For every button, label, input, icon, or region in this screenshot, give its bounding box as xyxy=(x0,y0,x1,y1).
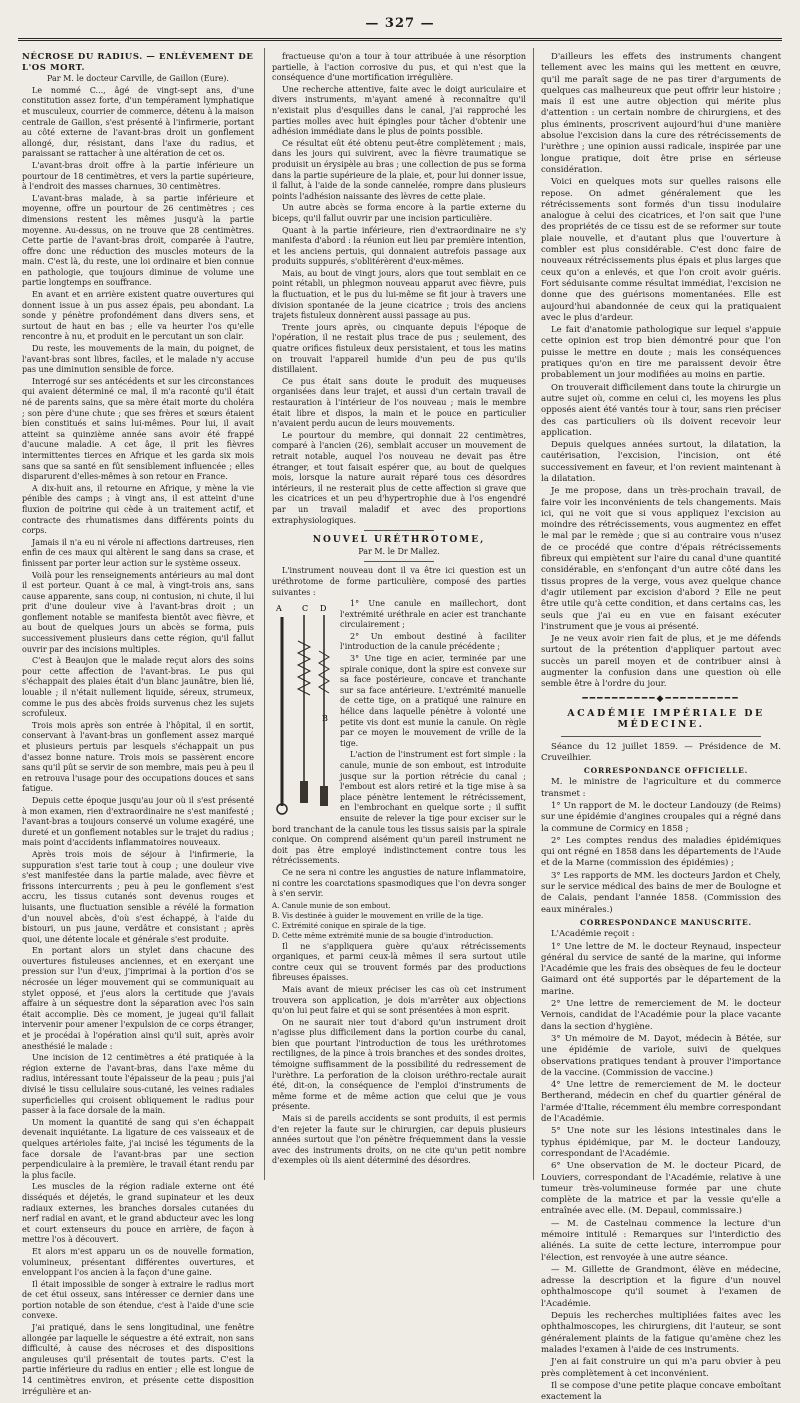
paragraph: Trente jours après, ou cinquante depuis l'époque de l'opération, il ne restait plus trace de pus ; seulement, des quatre orifices fistuleux deux persistaient, et tous les matins on trouvait l'appareil humide d'un peu de pus qu'ils distillaient. xyxy=(272,322,526,375)
paragraph: Mais avant de mieux préciser les cas où cet instrument trouvera son application, je dois m'arrêter aux objections qu'on lui peut faire et qui se sont présentées à mon esprit. xyxy=(272,984,526,1016)
paragraph: Interrogé sur ses antécédents et sur les circonstances qui avaient déterminé ce mal, il m'a raconté qu'il était né de parents sains, que sa mère était morte du choléra ; son père d'une chute ; que ses frères et sœurs étaient bien constitués et sains lui-mêmes. Pour lui, il avait atteint sa quinzième année sans avoir été frappé d'aucune maladie. A cet âge, il prit les fièvres intermittentes tierces en Afrique et les garda six mois sans que sa santé en fût sensiblement influencée ; elles disparurent d'elles-mêmes à son retour en France. xyxy=(22,376,254,482)
column-1 xyxy=(22,52,254,1396)
article-body-necrose xyxy=(22,86,254,1397)
list-item: 6° Une observation de M. le docteur Picard, de Louviers, correspondant de l'Académie, relative à une tumeur très-volumineuse formée par une chute complète de la matrice et par la vessie qu'elle a entraînée avec elle. (M. Depaul, commissaire.) xyxy=(541,1161,781,1217)
column-separator-2 xyxy=(533,48,534,1180)
academie-rule xyxy=(561,736,761,737)
heading-correspondance-manuscrite: CORRESPONDANCE MANUSCRITE. xyxy=(580,917,752,927)
paragraph: L'action de l'instrument est fort simple : la canule, munie de son embout, est introduite jusque sur la portion rétrécie du canal ; l'embout est alors retiré et la tige mise à sa place pénètre lentement le rétrécissement, en l'embrochant en quelque sorte ; il suffit ensuite de relever la tige pour exciser sur le bord tranchant de la canule tous les tissus saisis par la spirale conique. On comprend aisément qu'un pareil instrument ne doit pas être employé indistinctement contre tous les rétrécissements. xyxy=(272,750,526,866)
paragraph: Les muscles de la région radiale externe ont été disséqués et déjetés, le grand supinateur et les deux radiaux externes, les branches dorsales cutanées du nerf radial en avant, et le grand abducteur avec les long et court extenseurs du pouce en arrière, de façon à mettre l'os à découvert. xyxy=(22,1182,254,1245)
paragraph: En avant et en arrière existent quatre ouvertures qui donnent issue à un pus assez épais, peu abondant. La sonde y pénètre profondément dans divers sens, et surtout de haut en bas ; elle va heurter l'os qu'elle rencontre à nu, et produit en le percutant un son clair. xyxy=(22,290,254,342)
paragraph: Ce résultat eût été obtenu peut-être complètement ; mais, dans les jours qui suivirent, avec la fièvre traumatique se produisit un érysipèle au bras ; une collection de pus se forma dans la partie supérieure de la plaie, et, pour lui donner issue, il fallut, à l'aide de la sonde cannelée, rompre dans plusieurs points l'adhésion naissante des lèvres de cette plaie. xyxy=(272,138,526,201)
figure-legend xyxy=(272,901,526,941)
paragraph: Quant à la partie inférieure, rien d'extraordinaire ne s'y manifesta d'abord : la réunion eut lieu par première intention, et les anciens pertuis, qui donnaient autrefois passage aux produits suppurés, s'oblitérèrent d'eux-mêmes. xyxy=(272,225,526,267)
list-item: 1° Une canule en maillechort, dont l'extrémité uréthrale en acier est tranchante circulairement ; xyxy=(340,599,526,630)
figure-label-b: B xyxy=(322,714,328,724)
instrument-c-spiral xyxy=(298,615,310,803)
urethrotome-intro: L'instrument nouveau dont il va être ici question est un uréthrotome de forme particulière, composé des parties suivantes : xyxy=(272,566,526,597)
paragraph: Du reste, les mouvements de la main, du poignet, de l'avant-bras sont libres, faciles, et le malade n'y accuse pas une diminution sensible de force. xyxy=(22,344,254,375)
instrument-a-canula xyxy=(277,617,287,814)
paragraph: Depuis cette époque jusqu'au jour où il s'est présenté à mon examen, rien d'extraordinaire ne s'est manifesté ; l'avant-bras a toujours conservé un volume exagéré, une dureté et un gonflement notables sur le trajet du radius ; mais point d'accidents inflammatoires nouveaux. xyxy=(22,795,254,848)
paragraph: Le fait d'anatomie pathologique sur lequel s'appuie cette opinion est trop bien démontré pour que l'on puisse le mettre en doute ; mais les conséquences pratiques qu'on en tire me paraissent devoir être probablement un jour modifiées au moins en partie. xyxy=(541,325,781,381)
section-divider xyxy=(364,530,434,531)
paragraph: A dix-huit ans, il retourne en Afrique, y mène la vie pénible des camps ; à vingt ans, il est atteint d'une fluxion de poitrine qui cède à un traitement actif, et contracte des rhumatismes dans différents points du corps. xyxy=(22,483,254,536)
urethrotome-discussion xyxy=(272,942,526,1167)
list-item: 2° Une lettre de remerciement de M. le docteur Vernois, candidat de l'Académie pour la place vacante dans la section d'hygiène. xyxy=(541,999,781,1032)
ornamental-divider: ━━━━━━━━━━◆━━━━━━━━━━ xyxy=(582,693,740,704)
paragraph: Après trois mois de séjour à l'infirmerie, la suppuration s'est tarie tout à coup ; une douleur vive s'est manifestée dans la partie malade, avec fièvre et frissons intercurrents ; peu à peu le gonflement s'est accru, les tissus cutanés sont devenus rouges et luisants, une fluctuation sensible a révélé la formation d'un nouvel abcès, d'où s'est échappé, à l'aide du bistouri, un pus jaune, verdâtre et consistant ; après quoi, une détente locale et générale s'est produite. xyxy=(22,849,254,944)
seance-line: Séance du 12 juillet 1859. — Présidence de M. Cruveilhier. xyxy=(541,741,781,763)
article-title-urethrotome: NOUVEL URÉTHROTOME, xyxy=(312,535,486,546)
paragraph: Jamais il n'a eu ni vérole ni affections dartreuses, rien enfin de ces maux qui altèrent le sang dans sa crase, et finissent par porter leur action sur le système osseux. xyxy=(22,537,254,568)
page-header xyxy=(0,0,800,44)
paragraph: Et alors m'est apparu un os de nouvelle formation, volumineux, présentant différentes ouvertures, et enveloppant l'os ancien à la façon d'une gaine. xyxy=(22,1246,254,1278)
paragraph: Ce ne sera ni contre les angusties de nature inflammatoire, ni contre les coarctations spasmodiques que l'on devra songer à s'en servir. xyxy=(272,867,526,899)
paragraph: L'avant-bras malade, à sa partie inférieure et moyenne, offre un pourtour de 26 centimètres ; ces dimensions restent les mêmes jusqu'à la partie moyenne. Au-dessus, on ne trouve que 28 centimètres. Cette partie de l'avant-bras droit, comparée à l'autre, offre donc une réduction des muscles moteurs de la main. C'est là, du reste, une loi ordinaire et bien connue en pathologie, que toujours diminue de volume une partie longtemps en souffrance. xyxy=(22,193,254,288)
list-item: — M. Gillette de Grandmont, élève en médecine, adresse la description et la figure d'un nouvel ophthalmoscope qu'il soumet à l'examen de l'Académie. xyxy=(541,1264,781,1309)
list-item: 1° Une lettre de M. le docteur Reynaud, inspecteur général du service de santé de la marine, qui informe l'Académie que les frais des obsèques de feu le docteur Gaimard ont été supportés par le département de la marine. xyxy=(541,941,781,997)
paragraph: D'ailleurs les effets des instruments changent tellement avec les mains qui les mettent en œuvre, qu'il me paraît sage de ne pas tirer d'arguments de quelques cas malheureux que peut offrir leur histoire ; mais il est une autre objection qui mérite plus d'attention : un certain nombre de chirurgiens, et des plus éminents, proscrivent aujourd'hui d'une manière absolue l'excision dans la cure des rétrécissements de l'urèthre ; une opinion aussi radicale, inspirée par une longue pratique, doit être prise en sérieuse considération. xyxy=(541,52,781,175)
list-item: 2° Un embout destiné à faciliter l'introduction de la canule précédente ; xyxy=(340,631,526,652)
paragraph: Une recherche attentive, faite avec le doigt auriculaire et divers instruments, m'ayant amené à reconnaître qu'il n'existait plus d'esquilles dans le canal, j'ai rapproché les parties molles avec huit épingles pour tâcher d'obtenir une adhésion immédiate dans le plus de points possible. xyxy=(272,84,526,137)
paragraph: J'ai pratiqué, dans le sens longitudinal, une fenêtre allongée par laquelle le séquestre a été extrait, non sans difficulté, à cause des nécroses et des dispositions anguleuses qu'il présentait de toutes parts. C'est la partie inférieure du radius en entier ; elle est longue de 14 centimètres environ, et présente cette disposition irrégulière et an- xyxy=(22,1323,254,1396)
byline-divider xyxy=(364,561,434,562)
figure-label-d: D xyxy=(320,604,327,614)
paragraph: Je me propose, dans un très-prochain travail, de faire voir les inconvénients de tels changements. Mais ici, qui ne voit que si vous appliquez l'excision au moindre des rétrécissements, vous augmentez en effet le mal par le remède ; que si au contraire vous n'usez de ce procédé que contre d'épais rétrécissements fibreux qui empiètent sur l'aire du canal d'une quantité considérable, en s'enfonçant d'un autre côté dans les tissus propres de la verge, vous avez quelque chance d'agir utilement par excision d'abord ? Elle ne peut être utile qu'à cette condition, et dans certains cas, les seuls que j'ai eu en vue en faisant exécuter l'instrument que je vous ai présenté. xyxy=(541,486,781,632)
list-item: 1° Un rapport de M. le docteur Landouzy (de Reims) sur une épidémie d'angines croupales qui a régné dans la commune de Cormicy en 1858 ; xyxy=(541,801,781,834)
paragraph: Un autre abcès se forma encore à la partie externe du biceps, qu'il fallut ouvrir par une incision particulière. xyxy=(272,203,526,223)
legend-item: B. Vis destinée à guider le mouvement en vrille de la tige. xyxy=(272,910,484,920)
list-item: M. le ministre de l'agriculture et du commerce transmet : xyxy=(541,777,781,799)
header-rule xyxy=(18,38,782,41)
column-2 xyxy=(272,52,526,1180)
list-item: Depuis les recherches multipliées faites avec les ophthalmoscopes, les chirurgiens, dit l'auteur, se sont généralement plaints de la fatigue qu'amène chez les malades l'examen à l'aide de ces instruments. xyxy=(541,1311,781,1355)
paragraph: Depuis quelques années surtout, la dilatation, la cautérisation, l'excision, l'incision, ont été successivement en faveur, et l'on revient maintenant à la dilatation. xyxy=(541,440,781,484)
figure-label-a: A xyxy=(276,604,282,614)
academie-title: ACADÉMIE IMPÉRIALE DE MÉDECINE. xyxy=(567,707,765,731)
list-item: 3° Un mémoire de M. Dayot, médecin à Bétée, sur une épidémie de variole, suivi de quelques observations pratiques tendant à prouver l'importance de la vaccine. (Commission de vaccine.) xyxy=(541,1033,781,1078)
paragraph: Une incision de 12 centimètres a été pratiquée à la région externe de l'avant-bras, dans l'axe même du radius, intéressant toute l'épaisseur de la peau ; puis j'ai divisé le tissu cellulaire sous-cutané, les veines radiales superficielles qui croisent obliquement le radius pour passer à la face dorsale de la main. xyxy=(22,1053,254,1116)
paragraph: Voilà pour les renseignements antérieurs au mal dont il est porteur. Quant à ce mal, à vingt-trois ans, sans cause apparente, sans coup, ni contusion, ni chute, il lui prit d'une douleur vive à l'avant-bras droit ; un gonflement notable se manifesta bientôt avec fièvre, et au bout de quelques jours un abcès se forma, puis successivement plusieurs dans cette région, qu'il fallut ouvrir par des incisions multiples. xyxy=(22,570,254,654)
urethrotome-discussion-continued xyxy=(541,52,781,691)
list-item: L'Académie reçoit : xyxy=(551,929,635,940)
legend-item: A. Canule munie de son embout. xyxy=(272,900,391,910)
list-item: Il se compose d'une petite plaque concave emboîtant exactement la xyxy=(541,1380,781,1403)
instrument-d-bougie xyxy=(319,615,329,806)
article-title-necrose: NÉCROSE DU RADIUS. — ENLÈVEMENT DE L'OS MORT. xyxy=(22,52,254,73)
paragraph: On ne saurait nier tout d'abord qu'un instrument droit n'agisse plus difficilement dans la portion courbe du canal, bien que pourtant l'introduction de tous les uréthrotomes rectilignes, de la pince à trois branches et des sondes droites, témoigne suffisamment de la possibilité du redressement de l'urèthre. La perforation de la cloison uréthro-rectale aurait été, dit-on, la conséquence de l'emploi d'instruments de même forme et de même action que celui que je vous présente. xyxy=(272,1017,526,1112)
column-3 xyxy=(541,52,781,1403)
paragraph: Ce pus était sans doute le produit des muqueuses organisées dans leur trajet, et aussi d'un certain travail de restauration à l'intérieur de l'os nouveau ; mais le membre était libre et dispos, la main et le pouce en particulier n'avaient perdu aucun de leurs mouvements. xyxy=(272,376,526,429)
page-number: — 327 — xyxy=(365,16,435,31)
paragraph: Mais si de pareils accidents se sont produits, il est permis d'en rejeter la faute sur le chirurgien, car depuis plusieurs années surtout que l'on pénètre fréquemment dans la vessie avec des instruments droits, on ne cite qu'un petit nombre d'exemples où ils aient déterminé des désordres. xyxy=(272,1114,526,1166)
heading-correspondance-officielle: CORRESPONDANCE OFFICIELLE. xyxy=(583,766,749,776)
paragraph: Le nommé C..., âgé de vingt-sept ans, d'une constitution assez forte, d'un tempérament lymphatique et musculeux, courrier de commerce, détenu à la maison centrale de Gaillon, s'est présenté à l'infirmerie, portant au côté externe de l'avant-bras droit un gonflement allongé, dur, résistant, dans l'axe du radius, et paraissant se rattacher à une altération de cet os. xyxy=(22,85,254,159)
paragraph: Il était impossible de songer à extraire le radius mort de cet étui osseux, sans intéresser ce dernier dans une portion notable de son étendue, c'est à l'aide d'une scie convexe. xyxy=(22,1279,254,1321)
paragraph: L'avant-bras droit offre à la partie inférieure un pourtour de 18 centimètres, et vers la partie supérieure, à l'endroit des masses charnues, 30 centimètres. xyxy=(22,160,254,192)
list-item: 5° Une note sur les lésions intestinales dans le typhus épidémique, par M. le docteur Landouzy, correspondant de l'Académie. xyxy=(541,1126,781,1159)
legend-item: D. Cette même extrémité munie de sa bougie d'introduction. xyxy=(272,931,494,941)
paragraph: On trouverait difficilement dans toute la chirurgie un autre sujet où, comme en celui ci, les moyens les plus opposés aient été vantés tour à tour, sans rien préciser des cas particuliers où ils doivent recevoir leur application. xyxy=(541,382,781,438)
list-item: J'en ai fait construire un qui m'a paru obvier à peu près complètement à cet inconvénient. xyxy=(541,1357,781,1379)
urethrotome-figure xyxy=(272,601,334,821)
list-item: 3° Une tige en acier, terminée par une spirale conique, dont la spire est convexe sur sa face postérieure, concave et tranchante sur sa face antérieure. L'extrémité manuelle de cette tige, on a pratiqué une rainure en hélice dans laquelle pénètre à volonté une petite vis dont est munie la canule. On règle par ce moyen le mouvement de vrille de la tige. xyxy=(340,654,526,748)
article-body-necrose-continued xyxy=(272,52,526,526)
article-byline-carville: Par M. le docteur Carville, de Gaillon (Eure). xyxy=(47,74,229,84)
urethrotome-illustration xyxy=(272,601,334,821)
list-item: 4° Une lettre de remerciement de M. le docteur Bertherand, médecin en chef du quartier général de l'armée d'Italie, récemment élu membre correspondant de l'Académie. xyxy=(541,1080,781,1125)
legend-item: C. Extrémité conique en spirale de la tige. xyxy=(272,921,426,931)
paragraph: Je ne veux avoir rien fait de plus, et je me défends surtout de la prétention d'appliquer partout avec succès un pareil moyen et de contribuer ainsi à augmenter la confusion dans une question où elle semble être à l'ordre du jour. xyxy=(541,634,781,690)
column-separator-1 xyxy=(264,48,265,1180)
paragraph: Il ne s'appliquera guère qu'aux rétrécissements organiques, et parmi ceux-là mêmes il sera surtout utile contre ceux qui se trouvent formés par des productions fibreuses épaisses. xyxy=(272,941,526,983)
paragraph: Mais, au bout de vingt jours, alors que tout semblait en ce point rétabli, un phlegmon nouveau apparut avec fièvre, puis la fluctuation, et le pus du lui-même se fit jour à travers une division spontanée de la jeune cicatrice ; trois des anciens trajets fistuleux donnèrent aussi passage au pus. xyxy=(272,268,526,321)
correspondance-manuscrite-list xyxy=(541,929,781,1403)
figure-label-c: C xyxy=(302,604,309,614)
list-item: 2° Les comptes rendus des maladies épidémiques qui ont régné en 1858 dans les départements de l'Aude et de la Marne (commission des épidémies) ; xyxy=(541,835,781,869)
correspondance-officielle-list xyxy=(541,777,781,916)
paragraph: Voici en quelques mots sur quelles raisons elle repose. On admet généralement que les rétrécissements sont formés d'un tissu inodulaire analogue à celui des cicatrices, et l'on sait que l'une des propriétés de ce tissu est de se reformer sur toute plaie nouvelle, et d'autant plus que l'ouverture à combler est plus considérable. C'est donc faire de nouveaux rétrécissements plus épais et plus larges que ceux qu'on a enlevés, et que l'on croit avoir guéris. Fort séduisante comme résultat immédiat, l'excision ne donne que des guérisons momentanées. Elle est aujourd'hui abandonnée de ceux qui la pratiquaient avec le plus d'ardeur. xyxy=(541,177,781,323)
paragraph: En portant alors un stylet dans chacune des ouvertures fistuleuses anciennes, et en exerçant une pression sur l'un d'eux, j'imprimai à la portion d'os se nécrosée un léger mouvement qui se communiquait au stylet opposé, et j'eus alors la certitude que j'avais affaire à un séquestre dont la séparation avec l'os sain était accomplie. Dès ce moment, je jugeai qu'il fallait intervenir pour amener l'expulsion de ce corps étranger, et je procédai à l'opération ainsi qu'il suit, après avoir anesthésié le malade : xyxy=(22,946,254,1051)
article-byline-mallez: Par M. le Dr Mallez. xyxy=(358,546,440,556)
paragraph: Le pourtour du membre, qui donnait 22 centimètres, comparé à l'ancien (26), semblait accuser un mouvement de retrait notable, auquel l'os nouveau ne devait pas être étranger, et tout faisait espérer que, au bout de quelques mois, lorsque la nature aurait réparé tous ces désordres intérieurs, il ne resterait plus de cette affection si grave que les cicatrices et un peu d'hypertrophie due à l'os engendré par un travail maladif et avec des proportions extraphysiologiques. xyxy=(272,430,526,525)
paragraph: fractueuse qu'on a tour à tour attribuée à une résorption partielle, à l'action corrosive du pus, et qui n'est que la conséquence d'une mortification irrégulière. xyxy=(272,52,526,83)
paragraph: Un moment la quantité de sang qui s'en échappait devenait inquiétante. La ligature de ces vaisseaux et de quelques artérioles faite, j'ai incisé les téguments de la face dorsale de l'avant-bras par une section perpendiculaire à la première, le travail étant rendu par la plus facile. xyxy=(22,1117,254,1180)
list-item: — M. de Castelnau commence la lecture d'un mémoire intitulé : Remarques sur l'interdictio des aliénés. La suite de cette lecture, interrompue pour l'élection, est renvoyée à une autre séance. xyxy=(541,1218,781,1263)
paragraph: Trois mois après son entrée à l'hôpital, il en sortit, conservant à l'avant-bras un gonflement assez marqué et plusieurs pertuis par lesquels s'échappait un pus d'assez bonne nature. Trois mois se passèrent encore sans qu'il pût se servir de son membre, mais peu à peu il en retrouva l'usage pour des occupations douces et sans fatigue. xyxy=(22,720,254,794)
list-item: 3° Les rapports de MM. les docteurs Jardon et Chely, sur le service médical des bains de mer de Boulogne et de Calais, pendant l'année 1858. (Commission des eaux minérales.) xyxy=(541,870,781,915)
paragraph: C'est à Beaujon que le malade reçut alors des soins pour cette affection de l'avant-bras. Le pus qui s'échappait des plaies était d'un blanc jaunâtre, bien lié, louable ; il n'était nullement liquide, séreux, strumeux, comme le pus des abcès froids survenus chez les sujets scrofuleux. xyxy=(22,656,254,719)
